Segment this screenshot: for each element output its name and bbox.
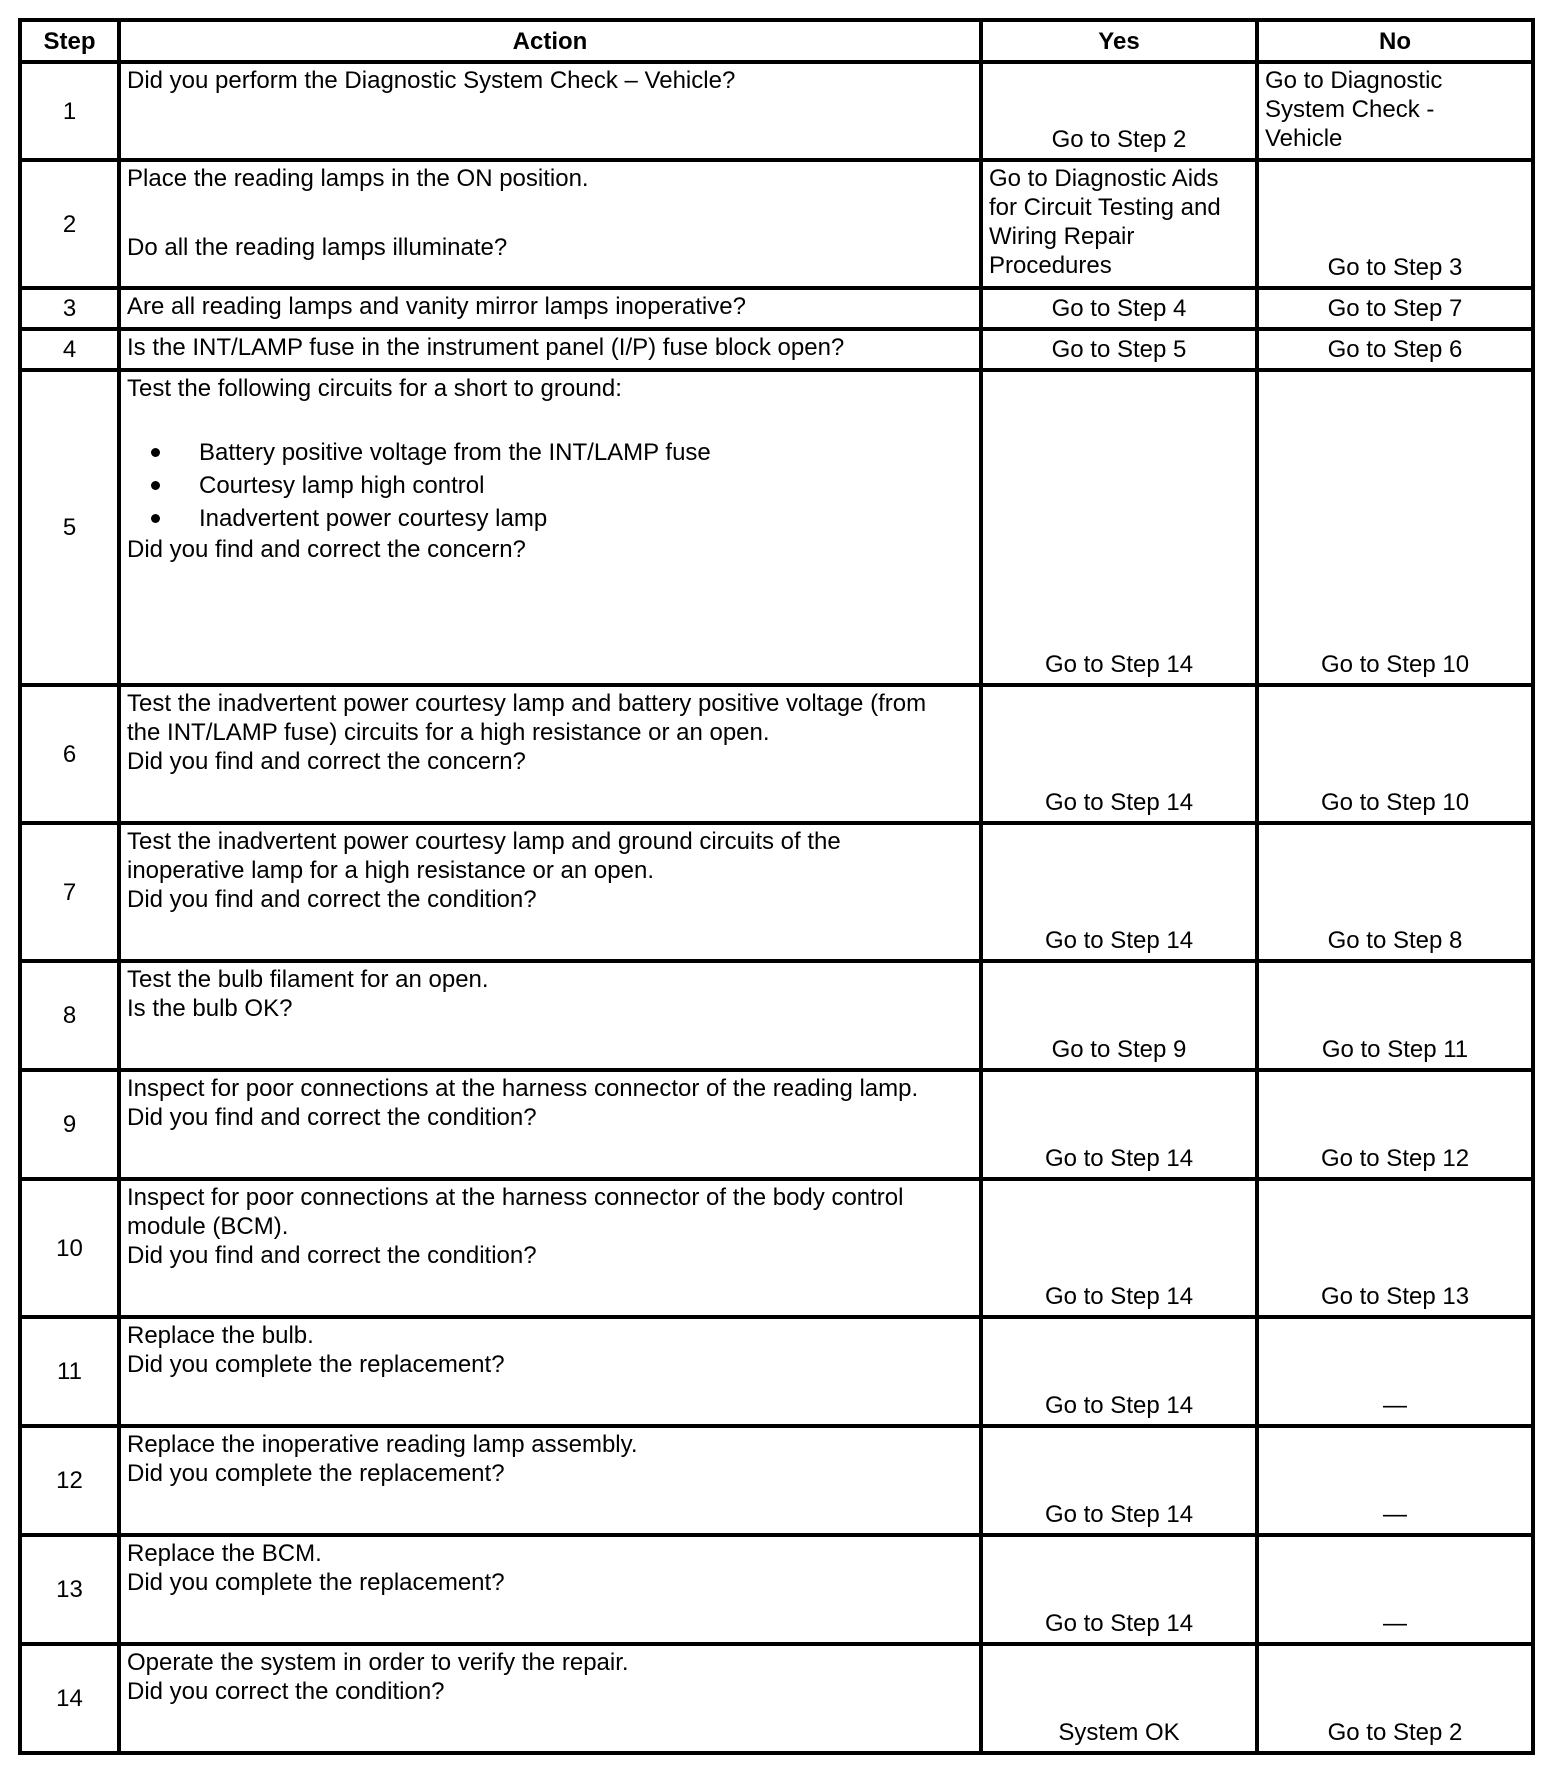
yes-text: Go to Step 14 [1044, 651, 1194, 678]
no-cell [1257, 1070, 1533, 1179]
list-item: Courtesy lamp high control [199, 469, 973, 502]
action-text: Replace the inoperative reading lamp assembly. [127, 1431, 638, 1458]
list-item: Battery positive voltage from the INT/LAMP fuse [199, 436, 973, 469]
table-row [20, 685, 1533, 823]
yes-text: Go to Step 9 [1051, 1036, 1187, 1063]
action-text: Place the reading lamps in the ON position. [127, 165, 589, 192]
yes-text: Go to Diagnostic Aids for Circuit Testing and Wiring Repair Procedures [989, 165, 1221, 279]
yes-cell [981, 370, 1257, 685]
yes-cell [981, 1179, 1257, 1317]
action-question: Did you complete the replacement? [127, 1351, 505, 1378]
action-text: Inspect for poor connections at the harness connector of the body control module (BCM). [127, 1184, 904, 1240]
action-cell [119, 1317, 981, 1426]
action-text: Test the bulb filament for an open. [127, 966, 489, 993]
no-cell [1257, 62, 1533, 160]
action-question: Did you find and correct the concern? [127, 748, 526, 775]
action-text: Are all reading lamps and vanity mirror lamps inoperative? [127, 293, 746, 320]
header-no: No [1257, 20, 1533, 62]
header-action: Action [119, 20, 981, 62]
header-yes: Yes [981, 20, 1257, 62]
no-cell [1257, 1535, 1533, 1644]
yes-cell [981, 961, 1257, 1070]
table-row [20, 823, 1533, 961]
action-cell [119, 1179, 981, 1317]
action-text: Is the INT/LAMP fuse in the instrument panel (I/P) fuse block open? [127, 334, 845, 361]
yes-cell [981, 62, 1257, 160]
action-cell [119, 961, 981, 1070]
action-question: Do all the reading lamps illuminate? [127, 234, 508, 261]
table-row [20, 160, 1533, 288]
action-question: Did you complete the replacement? [127, 1460, 505, 1487]
no-cell [1257, 160, 1533, 288]
action-question: Did you find and correct the condition? [127, 1242, 537, 1269]
step-number: 11 [20, 1317, 119, 1426]
step-number: 3 [20, 288, 119, 329]
no-text: Go to Step 10 [1320, 789, 1470, 816]
table-row [20, 961, 1533, 1070]
action-question: Is the bulb OK? [127, 995, 293, 1022]
step-number: 12 [20, 1426, 119, 1535]
no-text: Go to Step 2 [1327, 1719, 1463, 1746]
yes-cell [981, 1070, 1257, 1179]
no-text: Go to Step 6 [1327, 336, 1463, 363]
no-text: — [1383, 1610, 1407, 1637]
yes-text: Go to Step 14 [1044, 1501, 1194, 1528]
no-cell [1257, 823, 1533, 961]
action-cell [119, 1535, 981, 1644]
action-text: Test the following circuits for a short to ground: [127, 375, 622, 402]
yes-cell [981, 160, 1257, 288]
yes-text: Go to Step 14 [1044, 1283, 1194, 1310]
no-text: Go to Step 11 [1321, 1036, 1469, 1063]
no-cell [1257, 1317, 1533, 1426]
action-cell [119, 1644, 981, 1753]
yes-text: Go to Step 5 [1051, 336, 1187, 363]
no-cell [1257, 1644, 1533, 1753]
action-question: Did you find and correct the concern? [127, 536, 526, 563]
action-text: Test the inadvertent power courtesy lamp and ground circuits of the inoperative lamp for a high resistance or an open. [127, 828, 841, 884]
yes-cell [981, 823, 1257, 961]
action-question: Did you complete the replacement? [127, 1569, 505, 1596]
header-step: Step [20, 20, 119, 62]
action-cell [119, 685, 981, 823]
step-number: 4 [20, 329, 119, 370]
step-number: 6 [20, 685, 119, 823]
yes-text: Go to Step 14 [1044, 1392, 1194, 1419]
step-number: 2 [20, 160, 119, 288]
table-row [20, 288, 1533, 329]
diagnostic-table [18, 18, 1535, 1755]
action-text: Test the inadvertent power courtesy lamp and battery positive voltage (from the INT/LAMP fuse) circuits for a high resistance or an open. [127, 690, 927, 746]
no-text: Go to Step 8 [1327, 927, 1463, 954]
circuit-list [127, 436, 973, 535]
no-text: Go to Step 7 [1327, 295, 1463, 322]
yes-cell [981, 685, 1257, 823]
list-item: Inadvertent power courtesy lamp [199, 502, 973, 535]
action-cell [119, 329, 981, 370]
no-text: Go to Step 10 [1320, 651, 1470, 678]
yes-cell [981, 1535, 1257, 1644]
yes-cell [981, 1317, 1257, 1426]
action-text: Did you perform the Diagnostic System Check – Vehicle? [127, 67, 736, 94]
yes-text: Go to Step 14 [1044, 789, 1194, 816]
action-cell [119, 160, 981, 288]
step-number: 5 [20, 370, 119, 685]
yes-cell [981, 1644, 1257, 1753]
no-cell [1257, 1179, 1533, 1317]
yes-cell [981, 288, 1257, 329]
action-question: Did you correct the condition? [127, 1678, 445, 1705]
table-row [20, 1179, 1533, 1317]
yes-text: Go to Step 14 [1044, 927, 1194, 954]
no-text: Go to Step 13 [1320, 1283, 1470, 1310]
action-cell [119, 62, 981, 160]
yes-cell [981, 1426, 1257, 1535]
table-row [20, 1070, 1533, 1179]
no-text: Go to Step 12 [1320, 1145, 1470, 1172]
step-number: 1 [20, 62, 119, 160]
step-number: 14 [20, 1644, 119, 1753]
action-text: Operate the system in order to verify the repair. [127, 1649, 629, 1676]
action-text: Inspect for poor connections at the harness connector of the reading lamp. [127, 1075, 919, 1102]
no-cell [1257, 1426, 1533, 1535]
yes-text: Go to Step 2 [1051, 126, 1187, 153]
action-text: Replace the bulb. [127, 1322, 314, 1349]
no-cell [1257, 329, 1533, 370]
no-text: — [1383, 1501, 1407, 1528]
action-text: Replace the BCM. [127, 1540, 322, 1567]
table-row [20, 370, 1533, 685]
step-number: 7 [20, 823, 119, 961]
table-row [20, 1644, 1533, 1753]
action-cell [119, 288, 981, 329]
action-question: Did you find and correct the condition? [127, 886, 537, 913]
no-cell [1257, 961, 1533, 1070]
no-text: Go to Step 3 [1327, 254, 1463, 281]
yes-cell [981, 329, 1257, 370]
action-question: Did you find and correct the condition? [127, 1104, 537, 1131]
no-cell [1257, 685, 1533, 823]
yes-text: Go to Step 14 [1044, 1145, 1194, 1172]
step-number: 9 [20, 1070, 119, 1179]
action-cell [119, 1070, 981, 1179]
table-row [20, 329, 1533, 370]
no-text: — [1383, 1392, 1407, 1419]
action-cell [119, 370, 981, 685]
no-cell [1257, 288, 1533, 329]
action-cell [119, 823, 981, 961]
step-number: 8 [20, 961, 119, 1070]
table-row [20, 62, 1533, 160]
header-row [20, 20, 1533, 62]
no-text: Go to Diagnostic System Check - Vehicle [1265, 67, 1443, 152]
yes-text: Go to Step 14 [1044, 1610, 1194, 1637]
yes-text: Go to Step 4 [1051, 295, 1187, 322]
table-row [20, 1317, 1533, 1426]
no-cell [1257, 370, 1533, 685]
step-number: 10 [20, 1179, 119, 1317]
step-number: 13 [20, 1535, 119, 1644]
table-row [20, 1535, 1533, 1644]
table-row [20, 1426, 1533, 1535]
action-cell [119, 1426, 981, 1535]
yes-text: System OK [1058, 1719, 1180, 1746]
